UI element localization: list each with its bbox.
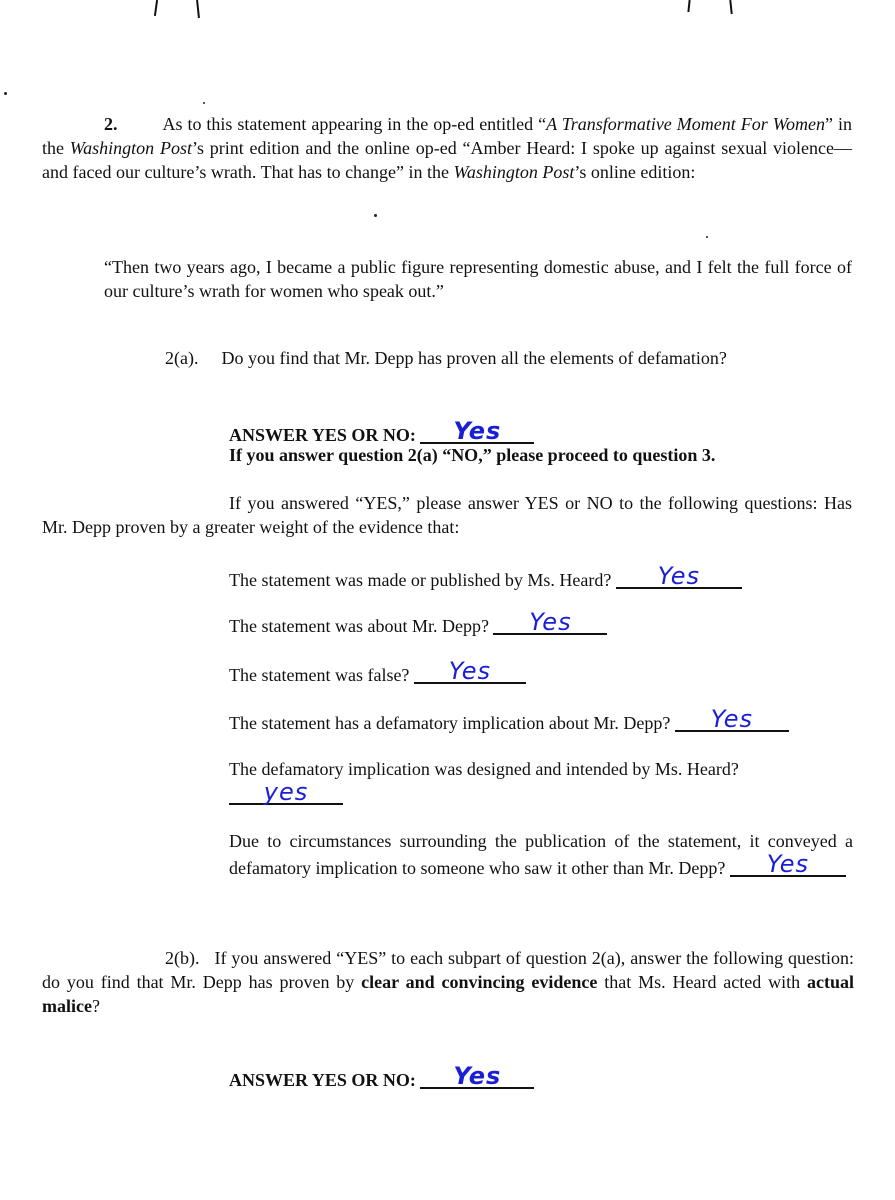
subitem-text: The statement has a defamatory implication about Mr. Depp? <box>229 713 671 733</box>
subitem-5 <box>229 757 853 808</box>
subitem-4 <box>229 705 855 735</box>
answer-2b-field[interactable] <box>420 1062 534 1090</box>
scan-mark-right-1 <box>687 0 690 12</box>
subitem-text: The defamatory implication was designed and intended by Ms. Heard? <box>229 759 739 779</box>
subitem-text: The statement was about Mr. Depp? <box>229 616 489 636</box>
question-2a-text: Do you find that Mr. Depp has proven all the elements of defamation? <box>221 348 727 368</box>
scan-speck <box>203 102 205 104</box>
subitem-text: Due to circumstances surrounding the publication of the statement, it conveyed a defamatory implication to someone who saw it other than Mr. Depp? <box>229 831 853 878</box>
subitem-2 <box>229 608 855 638</box>
answer-label: ANSWER YES OR NO: <box>229 425 416 445</box>
intro-text: ’s online edition: <box>574 162 696 182</box>
subitem-2-answer-field[interactable] <box>493 608 607 636</box>
item-2-paragraph <box>42 112 852 184</box>
intro-text: ’s print edition and the online op-ed “Amber Heard: I spoke up against sexual violence—and faced our culture’s wrath. That has to change” in the <box>42 138 852 182</box>
subitem-6-answer-field[interactable] <box>730 850 846 878</box>
subitem-4-answer-field[interactable] <box>675 705 789 733</box>
scan-speck <box>4 92 7 95</box>
followup-paragraph: If you answered “YES,” please answer YES or NO to the following questions: Has Mr. Depp proven by a greater weight of the evidence that: <box>42 493 852 537</box>
question-2a <box>165 346 855 370</box>
question-2b-emphasis: actual malice <box>42 972 854 1016</box>
scan-speck <box>374 214 377 217</box>
item-number: 2. <box>104 114 118 134</box>
handwritten-answer: Yes <box>529 608 572 636</box>
subitem-text: The statement was made or published by Ms. Heard? <box>229 570 612 590</box>
newspaper-name: Washington Post <box>69 138 192 158</box>
question-2b <box>42 946 854 1018</box>
question-2b-text: ? <box>91 996 100 1016</box>
answer-label: ANSWER YES OR NO: <box>229 1070 416 1090</box>
scan-mark-left-2 <box>196 0 200 18</box>
handwritten-answer: Yes <box>710 705 754 733</box>
scan-speck <box>706 236 708 238</box>
question-2a-label: 2(a). <box>165 348 199 368</box>
newspaper-name: Washington Post <box>453 162 575 182</box>
intro-text: ” in the <box>42 114 852 158</box>
answer-2a-field[interactable] <box>420 417 534 445</box>
subitem-5-answer-field[interactable] <box>229 778 343 806</box>
subitem-1-answer-field[interactable] <box>616 562 742 590</box>
intro-text: As to this statement appearing in the op-ed entitled “ <box>162 114 547 134</box>
question-2b-text: If you answered “YES” to each subpart of question 2(a), answer the following question: do you find that Mr. Depp has proven by <box>42 948 855 992</box>
subitem-6 <box>229 829 853 880</box>
scan-mark-right-2 <box>729 0 732 14</box>
handwritten-answer: Yes <box>766 850 810 878</box>
subitem-3-answer-field[interactable] <box>414 657 526 685</box>
question-2b-emphasis: clear and convincing evidence <box>361 972 598 992</box>
subitem-1 <box>229 562 855 592</box>
subitem-3 <box>229 657 855 687</box>
question-2b-label: 2(b). <box>165 948 200 968</box>
op-ed-title: A Transformative Moment For Women <box>546 114 826 134</box>
handwritten-answer: Yes <box>453 417 502 445</box>
handwritten-answer: yes <box>263 778 309 806</box>
answer-2b-row <box>229 1062 534 1092</box>
handwritten-answer: Yes <box>453 1062 502 1090</box>
answer-2a-instruction: If you answer question 2(a) “NO,” please proceed to question 3. <box>229 445 716 465</box>
subitem-text: The statement was false? <box>229 665 410 685</box>
handwritten-answer: Yes <box>657 562 701 590</box>
handwritten-answer: Yes <box>448 657 492 685</box>
scan-mark-left-1 <box>154 0 158 16</box>
quoted-statement: “Then two years ago, I became a public figure representing domestic abuse, and I felt the full force of our culture’s wrath for women who speak out.” <box>104 257 852 301</box>
question-2b-text: that Ms. Heard acted with <box>597 972 807 992</box>
